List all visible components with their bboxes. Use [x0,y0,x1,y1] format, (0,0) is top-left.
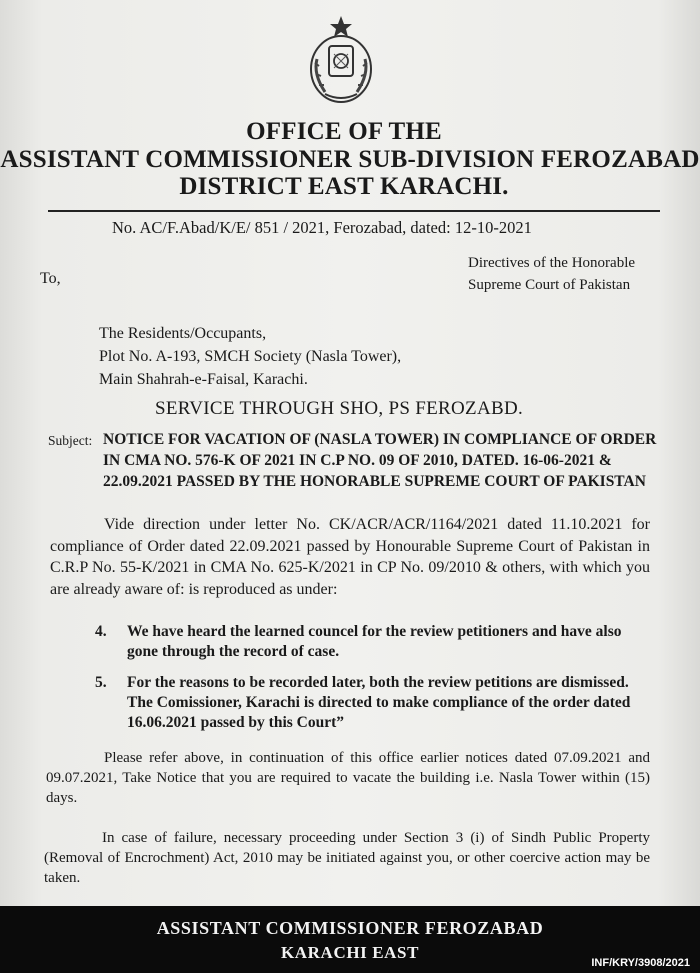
address-line3: Main Shahrah-e-Faisal, Karachi. [99,371,308,388]
footer-subtitle: KARACHI EAST [280,943,420,962]
to-label: To, [40,270,61,287]
item-number: 5. [95,674,107,691]
office-title-line2: ASSISTANT COMMISSIONER SUB-DIVISION FEROZABAD [0,146,700,173]
publication-code: INF/KRY/3908/2021 [591,957,690,969]
office-title-line1: OFFICE OF THE [246,118,442,145]
footer-title: ASSISTANT COMMISSIONER FEROZABAD [156,918,544,938]
quoted-item-5 [95,673,645,733]
item-text: For the reasons to be recorded later, both the review petitions are dismissed. The Comissioner, Karachi is directed to make compliance of the order dated 16.06.2021 passed by this Court” [127,674,631,731]
directive-line2: Supreme Court of Pakistan [468,277,631,293]
directive-line1: Directives of the Honorable [468,255,636,271]
item-number: 4. [95,623,107,640]
quoted-item-4 [95,622,645,662]
body-paragraph-2: Please refer above, in continuation of this office earlier notices dated 07.09.2021 and 09.07.2021, Take Notice that you are required to vacate the building i.e. Nasla Tower within (15) days. [46,750,650,806]
reference-number: No. AC/F.Abad/K/E/ 851 / 2021, Ferozabad, dated: 12-10-2021 [112,218,532,237]
recipient-address [99,322,401,391]
body-paragraph-1: Vide direction under letter No. CK/ACR/ACR/1164/2021 dated 11.10.2021 for compliance of Order dated 22.09.2021 passed by Honourable Supreme Court of Pakistan in C.R.P No. 55-K/2021 in CMA No. 625-K/2021 in CP No. 09/2010 & others, with which you are already aware of: is reproduced as under: [50,516,650,598]
office-title-line3: DISTRICT EAST KARACHI. [179,173,509,200]
sindh-government-emblem-icon [303,14,379,106]
subject-label: Subject: [48,433,93,448]
header-divider [48,210,660,212]
service-line: SERVICE THROUGH SHO, PS FEROZABD. [155,398,524,419]
subject-text: NOTICE FOR VACATION OF (NASLA TOWER) IN COMPLIANCE OF ORDER IN CMA NO. 576-K OF 2021 IN C.P NO. 09 OF 2010, DATED. 16-06-2021 & 22.09.2021 PASSED BY THE HONORABLE SUPREME COURT OF PAKISTAN [103,431,657,490]
address-line1: The Residents/Occupants, [99,325,267,342]
address-line2: Plot No. A-193, SMCH Society (Nasla Tower), [99,348,402,365]
item-text: We have heard the learned councel for the review petitioners and have also gone through the record of case. [127,623,622,660]
body-paragraph-3: In case of failure, necessary proceeding under Section 3 (i) of Sindh Public Property (Removal of Encrochment) Act, 2010 may be initiated against you, or other coercive action may be taken. [44,830,650,886]
directive-note [468,252,635,296]
signature-footer [0,906,700,973]
